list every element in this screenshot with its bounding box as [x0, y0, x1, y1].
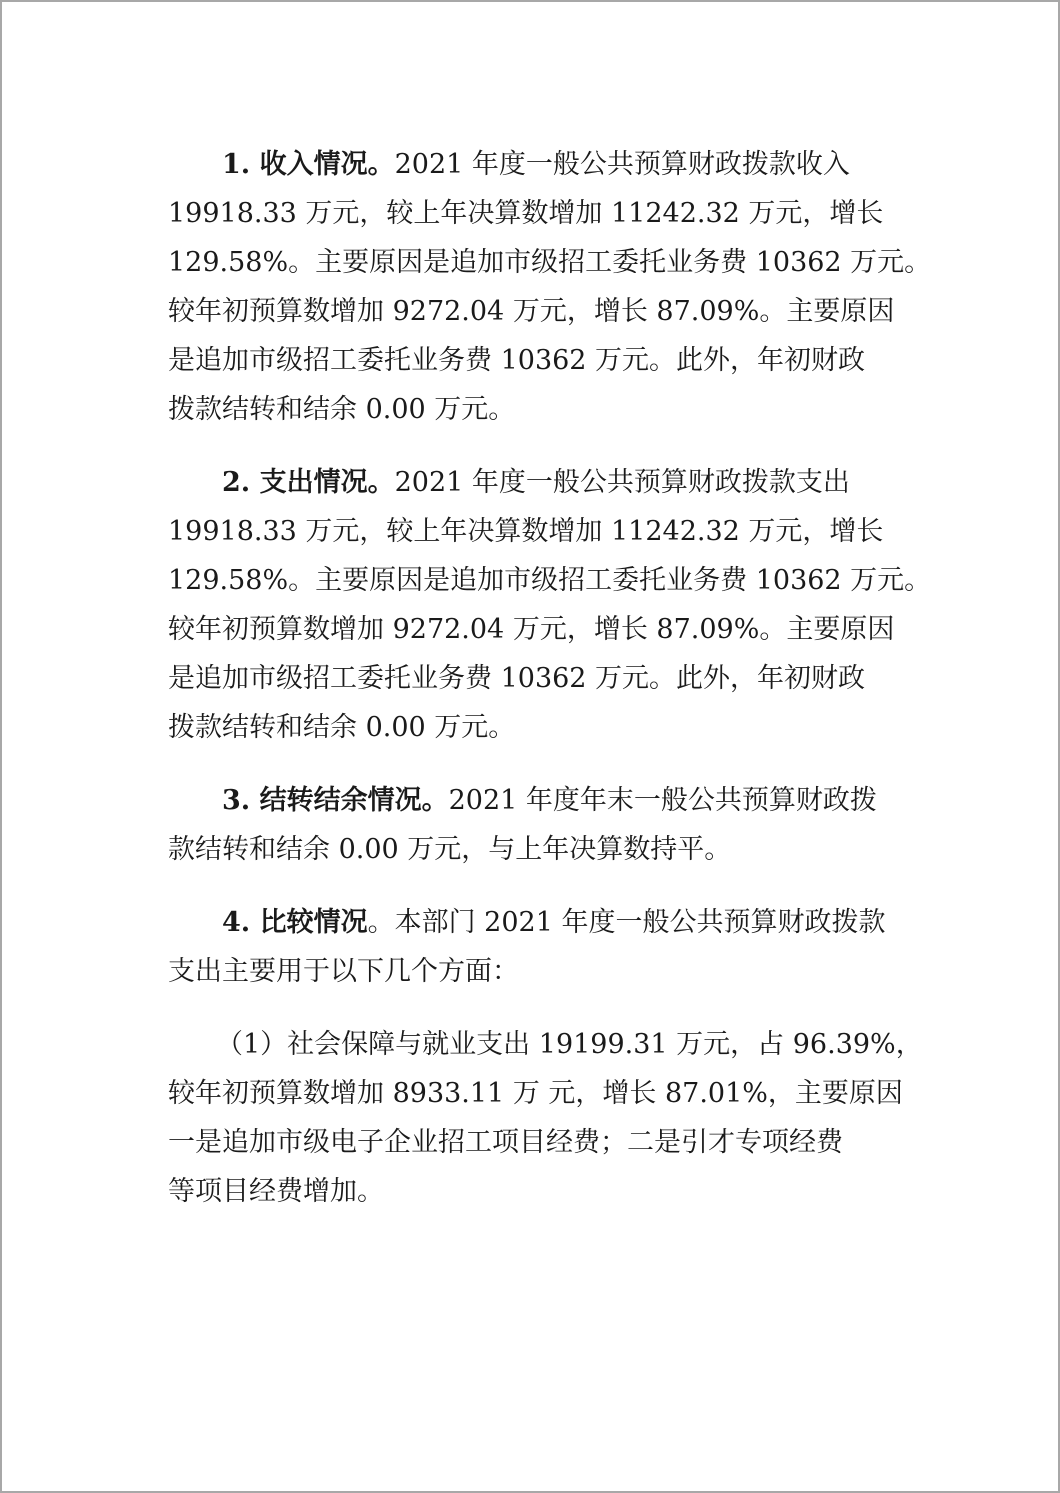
paragraph-line: 拨款结转和结余 0.00 万元。: [168, 394, 516, 425]
paragraph-line: 较年初预算数增加 9272.04 万元，增长 87.09%。主要原因: [168, 296, 895, 327]
paragraph-text: 。本部门 2021 年度一般公共预算财政拨款: [367, 907, 886, 938]
paragraph-line: 较年初预算数增加 8933.11 万 元，增长 87.01%，主要原因: [168, 1078, 903, 1109]
paragraph-line: 19918.33 万元，较上年决算数增加 11242.32 万元，增长: [168, 198, 884, 229]
paragraph-line: [168, 458, 928, 507]
paragraph-line: 129.58%。主要原因是追加市级招工委托业务费 10362 万元。: [168, 565, 932, 596]
paragraph-line: 款结转和结余 0.00 万元，与上年决算数持平。: [168, 834, 732, 865]
paragraph-line: [168, 898, 928, 947]
paragraph-carryover: [168, 776, 928, 874]
paragraph-line: 一是追加市级电子企业招工项目经费；二是引才专项经费: [168, 1127, 843, 1158]
paragraph-line: （1）社会保障与就业支出 19199.31 万元，占 96.39%，: [216, 1029, 923, 1060]
section-heading-carryover: 3. 结转结余情况。: [222, 785, 449, 816]
paragraph-line: 是追加市级招工委托业务费 10362 万元。此外，年初财政: [168, 663, 866, 694]
paragraph-text: 2021 年度一般公共预算财政拨款收入: [394, 149, 850, 180]
paragraph-text: 2021 年度一般公共预算财政拨款支出: [394, 467, 850, 498]
section-heading-comparison: 4. 比较情况: [222, 907, 368, 938]
paragraph-line: 支出主要用于以下几个方面：: [168, 956, 519, 987]
section-heading-expenditure: 2. 支出情况。: [222, 467, 395, 498]
paragraph-comparison: [168, 898, 928, 996]
section-heading-income: 1. 收入情况。: [222, 149, 395, 180]
paragraph-line: [168, 776, 928, 825]
paragraph-line: 等项目经费增加。: [168, 1176, 384, 1207]
paragraph-line: 19918.33 万元，较上年决算数增加 11242.32 万元，增长: [168, 516, 884, 547]
paragraph-text: 2021 年度年末一般公共预算财政拨: [448, 785, 877, 816]
document-body: [168, 140, 932, 1216]
paragraph-expenditure: [168, 458, 932, 752]
paragraph-line: 是追加市级招工委托业务费 10362 万元。此外，年初财政: [168, 345, 866, 376]
paragraph-line: 129.58%。主要原因是追加市级招工委托业务费 10362 万元。: [168, 247, 932, 278]
paragraph-line: [168, 140, 928, 189]
paragraph-social-security: [168, 1020, 928, 1216]
paragraph-line: 拨款结转和结余 0.00 万元。: [168, 712, 516, 743]
paragraph-line: 较年初预算数增加 9272.04 万元，增长 87.09%。主要原因: [168, 614, 895, 645]
paragraph-income: [168, 140, 932, 434]
